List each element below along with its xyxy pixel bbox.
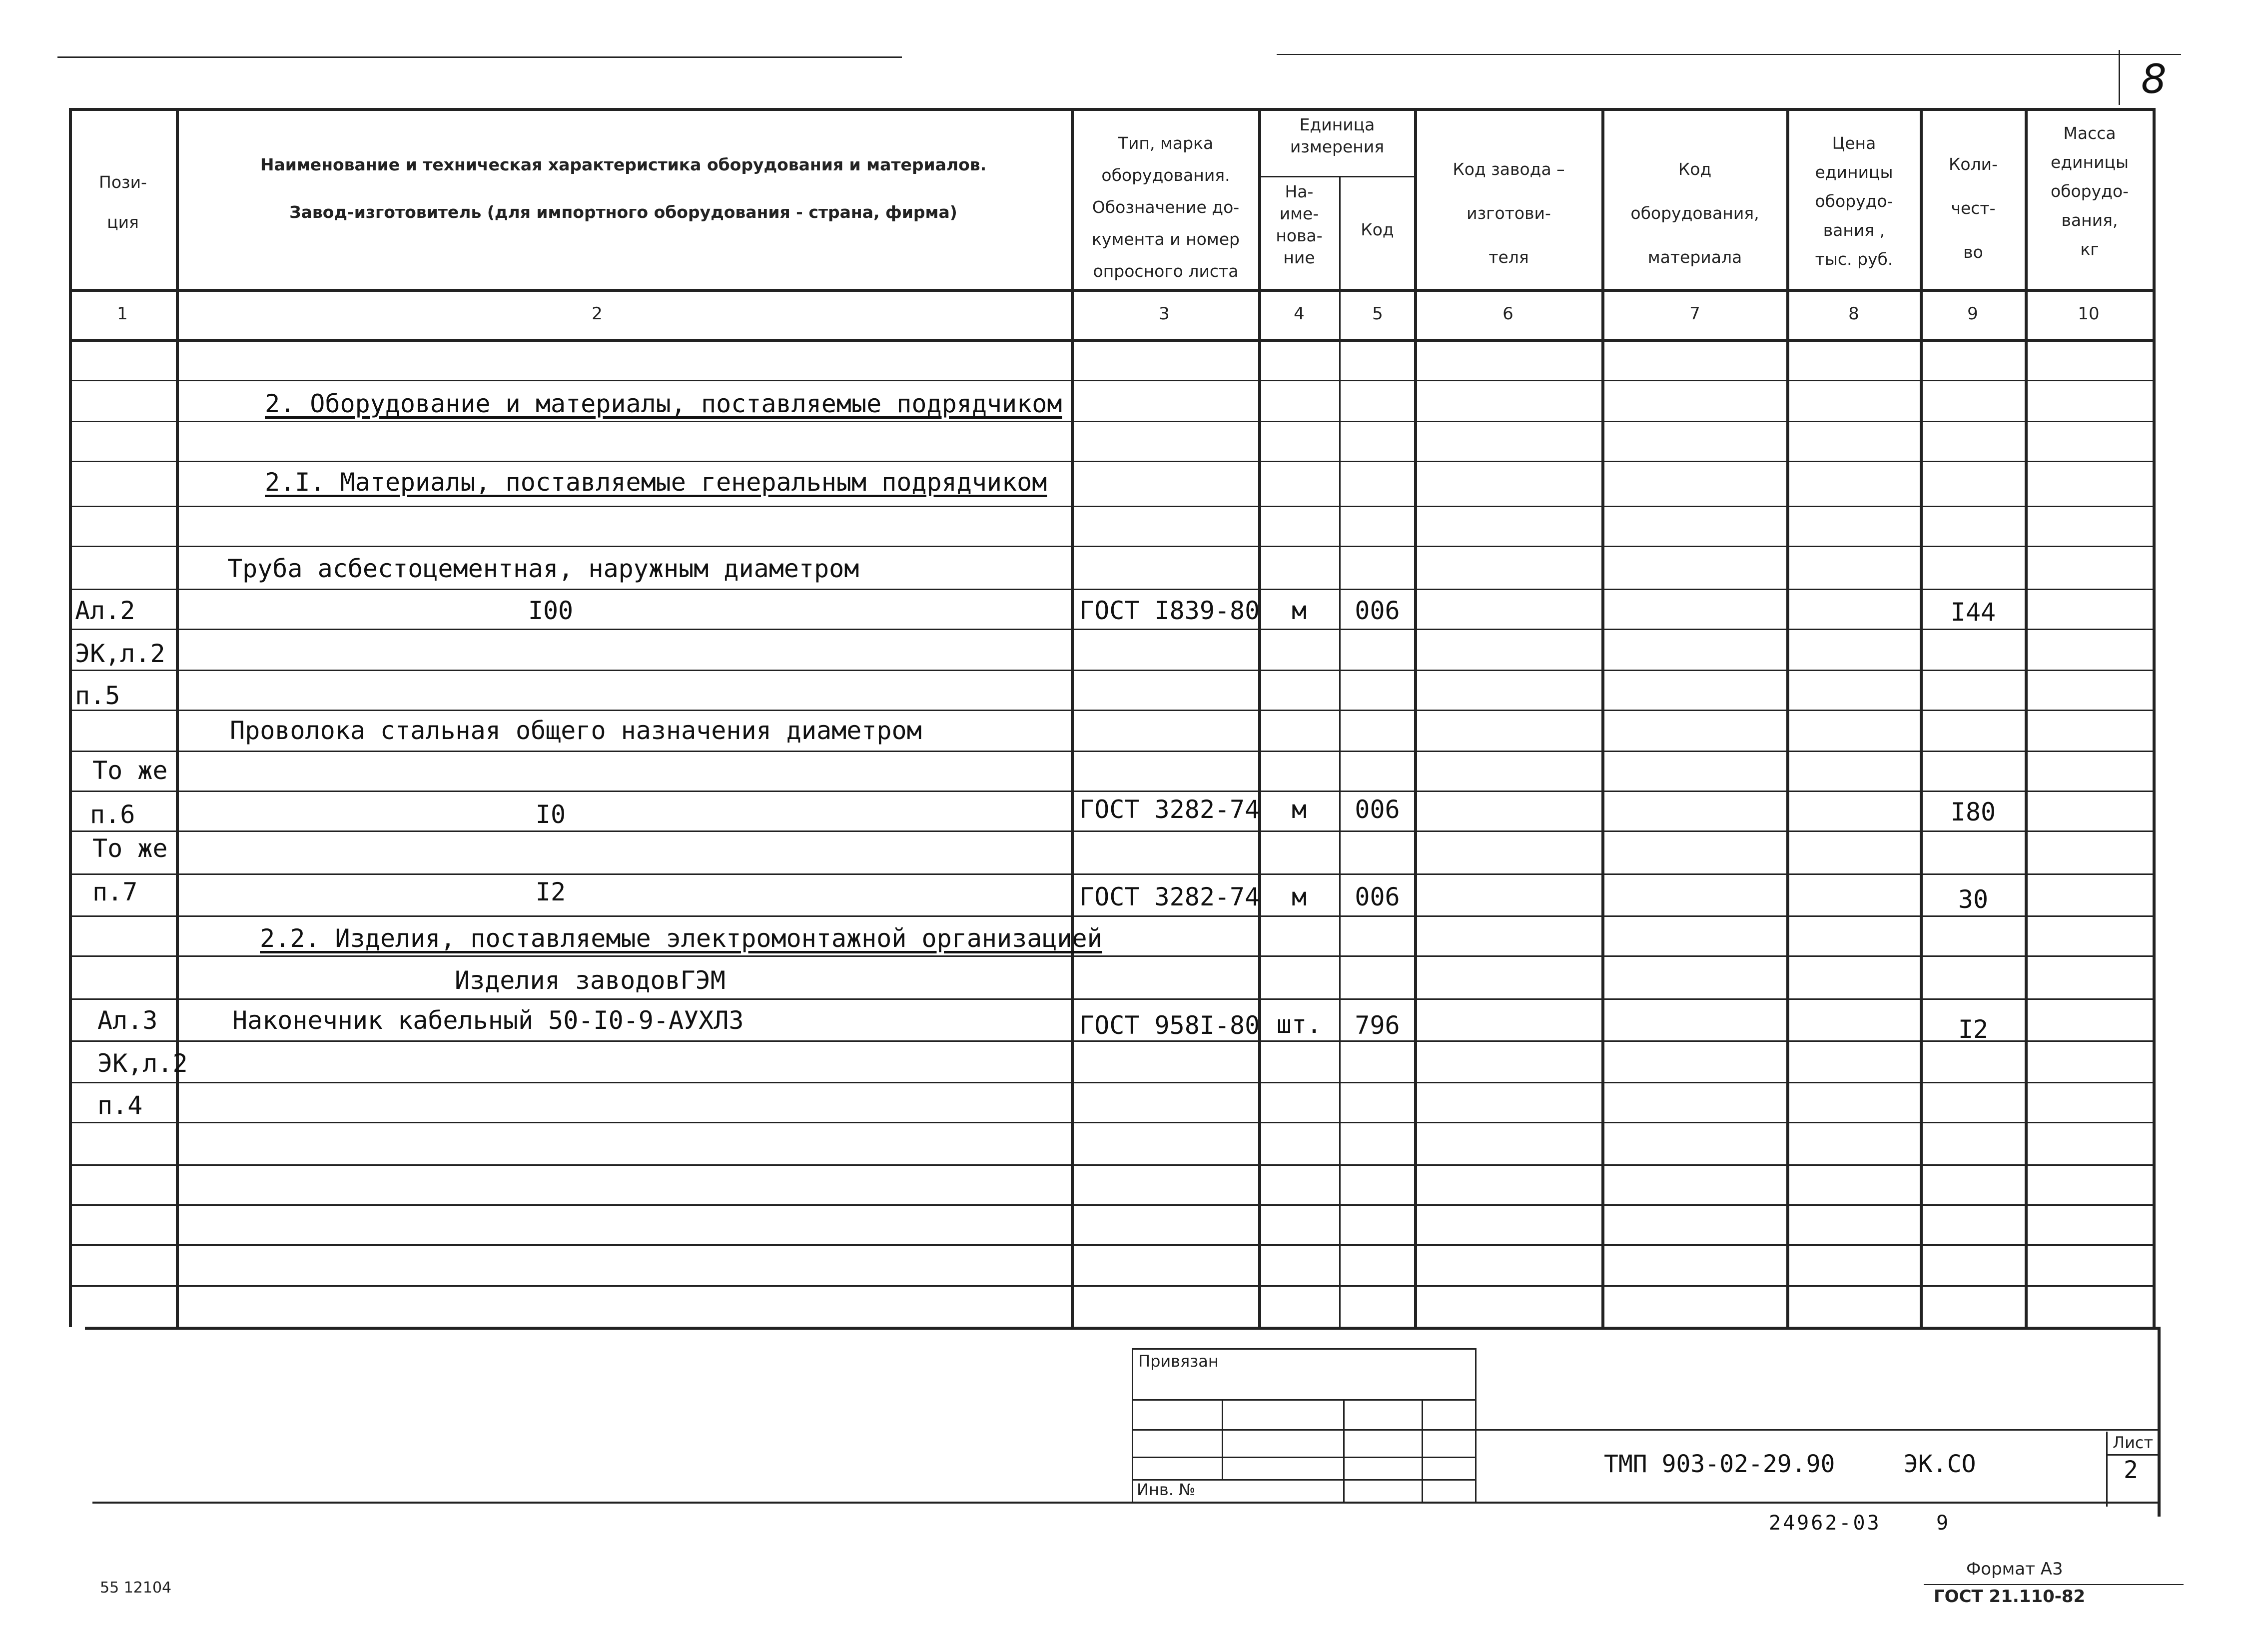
numbers-bottom-border: [69, 339, 2153, 342]
col-number-10: 10: [2078, 304, 2100, 324]
col-line-3: [1258, 108, 1261, 1327]
unit-cell: м: [1291, 596, 1307, 625]
row-line: [70, 1082, 2153, 1083]
col-line-5: [1414, 108, 1417, 1327]
col-number-8: 8: [1848, 304, 1859, 324]
col-line-2: [1071, 108, 1074, 1327]
corner-tick: [2119, 50, 2120, 105]
top-rule-left: [57, 56, 902, 58]
document-cell: ГОСТ 3282-74: [1079, 882, 1260, 911]
header-quantity: Коли- чест- во: [1948, 154, 1998, 262]
col-line-0: [69, 108, 72, 1327]
header-unit-name: На- име- нова- ние: [1276, 182, 1323, 267]
row-line: [70, 1122, 2153, 1123]
format-standard: ГОСТ 21.110-82: [1934, 1587, 2086, 1607]
quantity-cell: 30: [1958, 885, 1989, 914]
print-code: 55 12104: [100, 1579, 172, 1597]
unit-cell: м: [1291, 795, 1307, 824]
row-line: [70, 998, 2153, 1000]
row-line: [70, 1204, 2153, 1206]
row-line: [70, 710, 2153, 711]
item-name: I0: [535, 800, 566, 829]
top-rule-right: [1277, 54, 2181, 55]
col-line-8: [1920, 108, 1923, 1327]
document-section: ЭК.СО: [1904, 1450, 1976, 1478]
section-2-1-title: 2.I. Материалы, поставляемые генеральным подрядчиком: [265, 468, 1047, 497]
position-cell: п.4: [97, 1091, 143, 1120]
inventory-label: Инв. №: [1137, 1480, 1196, 1499]
col-number-9: 9: [1967, 304, 1978, 324]
sheet-right-border: [2158, 1327, 2161, 1517]
row-line: [70, 751, 2153, 752]
row-line: [70, 1164, 2153, 1166]
row-line: [70, 461, 2153, 462]
document-cell: ГОСТ 958I-80: [1079, 1011, 1260, 1040]
stamp-right-rule: [1129, 1327, 2159, 1328]
header-type-mark: Тип, марка оборудования. Обозначение до- кумента и номер опросного листа: [1091, 133, 1240, 281]
unit-cell: шт.: [1276, 1010, 1322, 1039]
position-cell: п.7: [92, 877, 138, 906]
footer-rule: [1924, 1584, 2184, 1585]
row-line: [70, 670, 2153, 671]
sheet-label: Лист: [2113, 1433, 2154, 1452]
position-cell: Ал.2: [75, 596, 135, 625]
bound-label: Привязан: [1138, 1352, 1219, 1371]
table-top-border: [69, 108, 2153, 111]
unit-cell: м: [1291, 882, 1307, 911]
item-name: Труба асбестоцементная, наружным диаметром: [227, 554, 859, 583]
col-number-2: 2: [592, 304, 603, 324]
row-line: [70, 421, 2153, 422]
row-line: [70, 546, 2153, 547]
row-line: [70, 506, 2153, 507]
header-bottom-border: [69, 289, 2153, 292]
item-name: I2: [535, 877, 566, 906]
document-cell: ГОСТ I839-80: [1079, 596, 1260, 625]
quantity-cell: I80: [1950, 798, 1996, 826]
quantity-cell: I44: [1950, 598, 1996, 627]
quantity-cell: I2: [1958, 1015, 1989, 1044]
col-number-3: 3: [1159, 304, 1170, 324]
col-number-4: 4: [1294, 304, 1305, 324]
row-line: [70, 915, 2153, 917]
unit-code-cell: 006: [1355, 596, 1400, 625]
position-cell: То же: [92, 756, 168, 785]
unit-code-cell: 796: [1355, 1011, 1400, 1040]
section-2-title: 2. Оборудование и материалы, поставляемые подрядчиком: [265, 389, 1062, 418]
header-equipment-code: Код оборудования, материала: [1630, 159, 1759, 267]
position-cell: п.5: [75, 681, 120, 710]
stamp-line: [1132, 1457, 1477, 1458]
row-line: [70, 830, 2153, 832]
col-line-6: [1601, 108, 1604, 1327]
header-unit-mass: Масса единицы оборудо- вания, кг: [2050, 123, 2129, 259]
position-cell: Ал.3: [97, 1006, 158, 1035]
col-number-5: 5: [1372, 304, 1383, 324]
col-line-1: [176, 108, 179, 1327]
stamp-line: [1132, 1429, 1477, 1431]
row-line: [70, 1244, 2153, 1246]
position-cell: п.6: [90, 800, 135, 829]
header-name-line1: Наименование и техническая характеристика оборудования и материалов.: [260, 155, 987, 174]
archive-page: 9: [1936, 1512, 1949, 1535]
bottom-rule: [92, 1502, 2159, 1504]
title-block-top: [1477, 1429, 2159, 1431]
col-line-10: [2153, 108, 2156, 1327]
document-designation: ТМП 903-02-29.90: [1604, 1450, 1835, 1478]
row-line: [70, 380, 2153, 381]
archive-number: 24962-03: [1769, 1512, 1881, 1535]
header-unit-group: Единица измерения: [1290, 115, 1385, 156]
row-line: [70, 955, 2153, 957]
col-number-1: 1: [117, 304, 128, 324]
row-line: [70, 629, 2153, 630]
col-number-7: 7: [1689, 304, 1700, 324]
section-2-2-title: 2.2. Изделия, поставляемые электромонтажной организацией: [260, 924, 1102, 953]
row-line: [70, 589, 2153, 590]
header-factory-code: Код завода – изготови- теля: [1453, 159, 1565, 267]
col-line-7: [1786, 108, 1789, 1327]
stamp-line: [1132, 1399, 1477, 1401]
unit-code-cell: 006: [1355, 795, 1400, 824]
item-name: Наконечник кабельный 50-I0-9-АУХЛ3: [232, 1006, 744, 1035]
unit-code-cell: 006: [1355, 882, 1400, 911]
row-line: [70, 1285, 2153, 1287]
position-cell: ЭК,л.2: [97, 1049, 188, 1078]
position-cell: ЭК,л.2: [75, 639, 165, 668]
unit-subheader-line: [1258, 176, 1414, 177]
stamp-divider: [1222, 1399, 1223, 1479]
header-position: Пози- ция: [99, 172, 147, 232]
sheet-number: 2: [2124, 1456, 2138, 1484]
stamp-divider: [1343, 1399, 1345, 1503]
header-unit-code: Код: [1361, 220, 1394, 239]
document-cell: ГОСТ 3282-74: [1079, 795, 1260, 824]
row-line: [70, 1040, 2153, 1042]
row-line: [70, 873, 2153, 875]
item-name: I00: [528, 596, 574, 625]
header-name-line2: Завод-изготовитель (для импортного оборудования - страна, фирма): [289, 202, 957, 222]
item-name: Проволока стальная общего назначения диаметром: [230, 716, 922, 745]
header-unit-price: Цена единицы оборудо- вания , тыс. руб.: [1815, 133, 1893, 269]
col-line-9: [2025, 108, 2028, 1327]
sheet-corner-number: 8: [2141, 56, 2167, 102]
stamp-divider: [1422, 1399, 1423, 1503]
row-line: [70, 791, 2153, 792]
sheet-format: Формат А3: [1966, 1559, 2063, 1579]
col-number-6: 6: [1502, 304, 1513, 324]
item-name: Изделия заводовГЭМ: [455, 966, 726, 995]
position-cell: То же: [92, 834, 168, 863]
